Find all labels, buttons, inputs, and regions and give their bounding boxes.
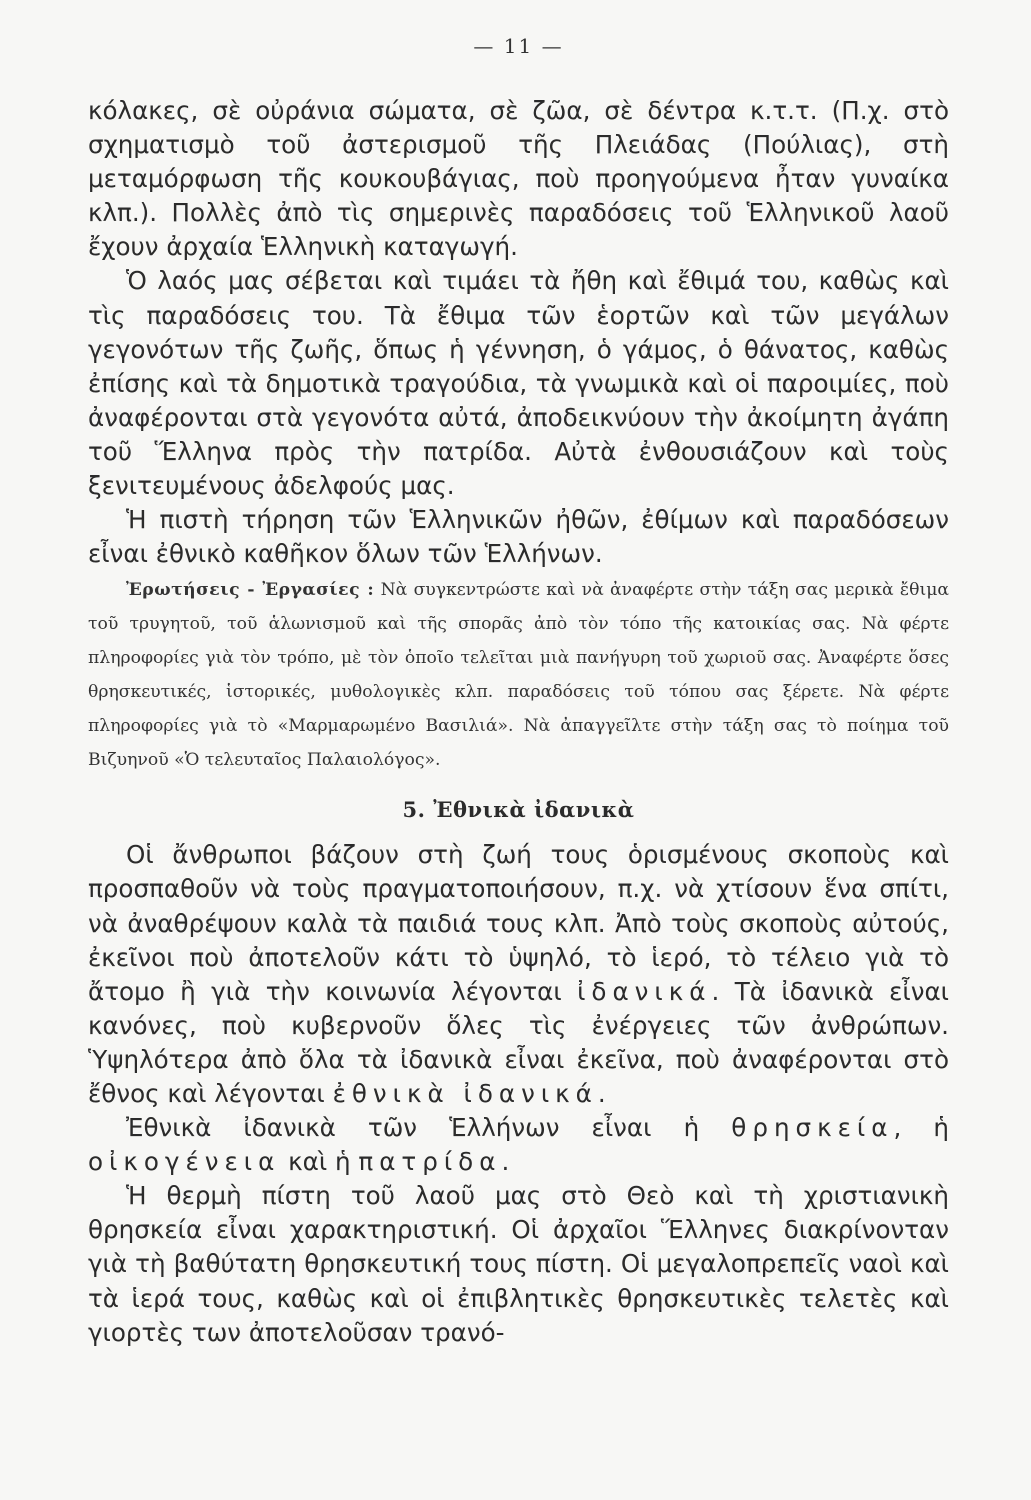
emphasis-term: ἰδανικά bbox=[577, 976, 712, 1006]
paragraph-text: Οἱ ἄνθρωποι βάζουν στὴ ζωή τους ὁρισμένους σκοποὺς καὶ προσπαθοῦν νὰ τοὺς πραγματοποιήσουν, π.χ. νὰ χτίσουν ἕνα σπίτι, νὰ ἀναθρέψουν καλὰ τὰ παιδιά τους κλπ. Ἀπὸ τοὺς σκοποὺς αὐτούς, ἐκεῖνοι ποὺ ἀποτελοῦν κάτι τὸ ὑψηλό, τὸ ἱερό, τὸ τέλειο γιὰ τὸ ἄτομο ἢ γιὰ τὴν κοινωνία λέγονται bbox=[88, 840, 949, 1006]
paragraph-duty bbox=[88, 503, 949, 571]
paragraph-text: Ἡ πιστὴ τήρηση τῶν Ἑλληνικῶν ἠθῶν, ἐθίμων καὶ παραδόσεων εἶναι ἐθνικὸ καθῆκον ὅλων τῶν Ἑλλήνων. bbox=[88, 505, 949, 569]
page-number: — 11 — bbox=[473, 34, 564, 58]
emphasis-term: θρησκεία bbox=[731, 1113, 894, 1143]
emphasis-term: πατρίδα bbox=[358, 1147, 502, 1177]
paragraph-customs bbox=[88, 264, 949, 503]
paragraph-text: . Τὰ ἰδανικὰ εἶναι κανόνες, ποὺ κυβερνοῦν ὅλες τὶς ἐνέργειες τῶν ἀνθρώπων. Ὑψηλότερα ἀπὸ ὅλα τὰ ἰδανικὰ εἶναι ἐκεῖνα, ποὺ ἀναφέρονται στὸ ἔθνος καὶ λέγονται bbox=[88, 976, 949, 1108]
section-heading: 5. Ἐθνικὰ ἰδανικὰ bbox=[402, 797, 635, 823]
exercises-text: Νὰ συγκεντρώστε καὶ νὰ ἀναφέρτε στὴν τάξη σας μερικὰ ἔθιμα τοῦ τρυγητοῦ, τοῦ ἁλωνισμοῦ καὶ τῆς σπορᾶς ἀπὸ τὸν τόπο τῆς κατοικίας σας. Νὰ φέρτε πληροφορίες γιὰ τὸν τρόπο, μὲ τὸν ὁποῖο τελεῖται μιὰ πανήγυρη τοῦ χωριοῦ σας. Ἀναφέρτε ὅσες θρησκευτικές, ἱστορικές, μυθολογικὲς κλπ. παραδόσεις τοῦ τόπου σας ξέρετε. Νὰ φέρτε πληροφορίες γιὰ τὸ «Μαρμαρωμένο Βασιλιά». Νὰ ἀπαγγεῖλτε στὴν τάξη σας τὸ ποίημα τοῦ Βιζυηνοῦ «Ὁ τελευταῖος Παλαιολόγος». bbox=[88, 580, 949, 771]
paragraph-text: . bbox=[597, 1078, 606, 1108]
bottom-text-block bbox=[88, 838, 949, 1349]
paragraph-faith bbox=[88, 1179, 949, 1349]
paragraph-text: κόλακες, σὲ οὐράνια σώματα, σὲ ζῶα, σὲ δέντρα κ.τ.τ. (Π.χ. στὸ σχηματισμὸ τοῦ ἀστερισμοῦ τῆς Πλειάδας (Πούλιας), στὴ μεταμόρφωση τῆς κουκουβάγιας, ποὺ προηγούμενα ἦταν γυναίκα κλπ.). Πολλὲς ἀπὸ τὶς σημερινὲς παραδόσεις τοῦ Ἑλληνικοῦ λαοῦ ἔχουν ἀρχαία Ἑλληνικὴ καταγωγή. bbox=[88, 96, 949, 262]
paragraph-origins bbox=[88, 94, 949, 264]
paragraph-national-ideals bbox=[88, 1111, 949, 1179]
paragraph-ideals bbox=[88, 838, 949, 1111]
exercises-block bbox=[88, 573, 949, 777]
paragraph-text: Ὁ λαός μας σέβεται καὶ τιμάει τὰ ἤθη καὶ ἔθιμά του, καθὼς καὶ τὶς παραδόσεις του. Τὰ ἔθιμα τῶν ἑορτῶν καὶ τῶν μεγάλων γεγονότων τῆς ζωῆς, ὅπως ἡ γέννηση, ὁ γάμος, ὁ θάνατος, καθὼς ἐπίσης καὶ τὰ δημοτικὰ τραγούδια, τὰ γνωμικὰ καὶ οἱ παροιμίες, ποὺ ἀναφέρονται στὰ γεγονότα αὐτά, ἀποδεικνύουν τὴν ἀκοίμητη ἀγάπη τοῦ Ἕλληνα πρὸς τὴν πατρίδα. Αὐτὰ ἐνθουσιάζουν καὶ τοὺς ξενιτευμένους ἀδελφούς μας. bbox=[88, 266, 949, 501]
paragraph-text: Ἡ θερμὴ πίστη τοῦ λαοῦ μας στὸ Θεὸ καὶ τὴ χριστιανικὴ θρησκεία εἶναι χαρακτηριστική. Οἱ ἀρχαῖοι Ἕλληνες διακρίνονταν γιὰ τὴ βαθύτατη θρησκευτική τους πίστη. Οἱ μεγαλοπρεπεῖς ναοὶ καὶ τὰ ἱερά τους, καθὼς καὶ οἱ ἐπιβλητικὲς θρησκευτικὲς τελετὲς καὶ γιορτὲς των ἀποτελοῦσαν τρανό- bbox=[88, 1181, 949, 1347]
paragraph-text: Ἐθνικὰ ἰδανικὰ τῶν Ἑλλήνων εἶναι ἡ bbox=[126, 1113, 732, 1143]
exercises-label: Ἐρωτήσεις - Ἐργασίες : bbox=[126, 580, 375, 601]
paragraph-text: καὶ ἡ bbox=[280, 1147, 359, 1177]
emphasis-term: οἰκογένεια bbox=[88, 1147, 281, 1177]
paragraph-text: , ἡ bbox=[893, 1113, 949, 1143]
paragraph-text: . bbox=[501, 1147, 510, 1177]
emphasis-term: ἐθνικὰ ἰδανικά bbox=[332, 1078, 598, 1108]
top-text-block bbox=[88, 94, 949, 571]
